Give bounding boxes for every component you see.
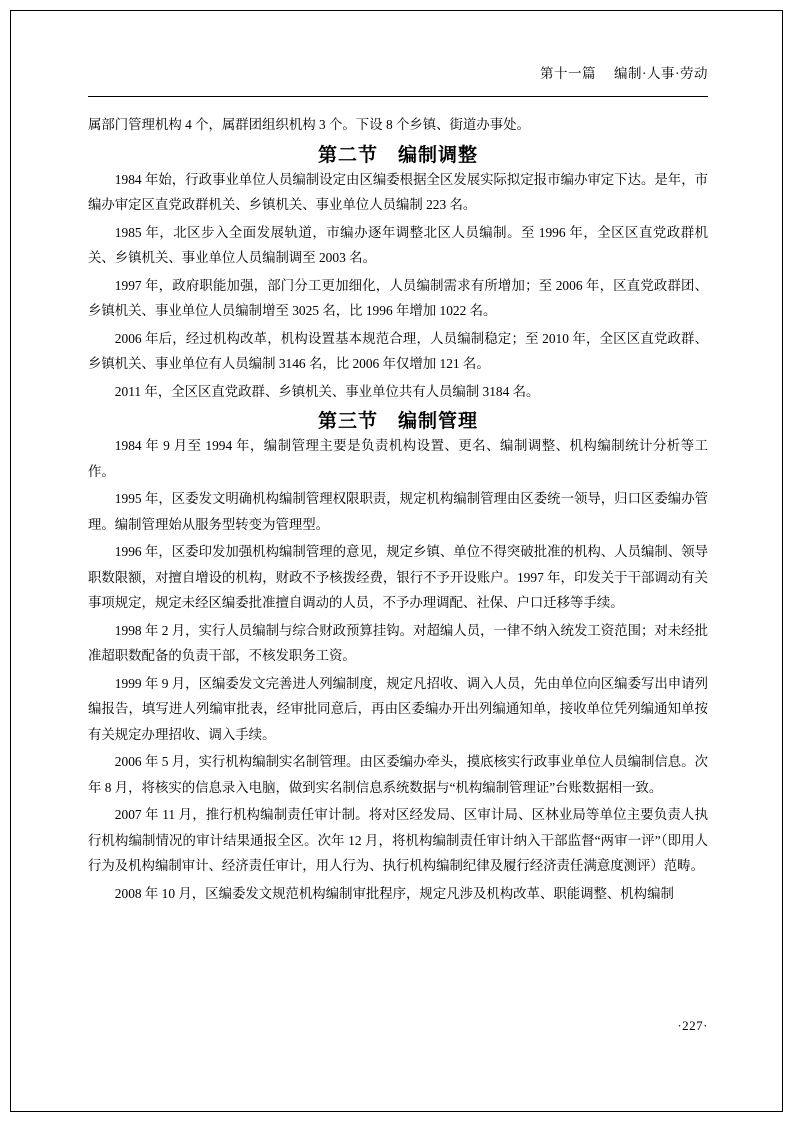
paragraph: 1999 年 9 月，区编委发文完善进人列编制度，规定凡招收、调入人员，先由单位向区编委写出申请列编报告，填写进人列编审批表，经审批同意后，再由区委编办开出列编通知单，接收单位凭列编通知单按有关规定办理招收、调入手续。 — [88, 675, 708, 742]
paragraph: 1998 年 2 月，实行人员编制与综合财政预算挂钩。对超编人员，一律不纳入统发工资范围；对未经批准超职数配备的负责干部，不核发职务工资。 — [88, 622, 708, 663]
paragraph: 属部门管理机构 4 个，属群团组织机构 3 个。下设 8 个乡镇、街道办事处。 — [88, 117, 530, 132]
header-title-label: 编制·人事·劳动 — [614, 66, 708, 81]
page-border-top — [10, 10, 783, 11]
section-number: 第二节 — [317, 143, 378, 166]
section-heading — [88, 140, 708, 167]
section-title: 编制管理 — [398, 410, 479, 432]
paragraph: 2006 年 5 月，实行机构编制实名制管理。由区委编办牵头，摸底核实行政事业单位人员编制信息。次年 8 月，将核实的信息录入电脑，做到实名制信息系统数据与“机构编制管理证”台账数据相一致。 — [88, 754, 708, 795]
paragraph: 2007 年 11 月，推行机构编制责任审计制。将对区经发局、区审计局、区林业局等单位主要负责人执行机构编制情况的审计结果通报全区。次年 12 月，将机构编制责任审计纳入干部监督“两审一评”（即用人行为及机构编制审计、经济责任审计，用人行为、执行机构编制纪律及履行经济责任满意度测评）范畴。 — [88, 807, 708, 873]
paragraph: 1995 年，区委发文明确机构编制管理权限职责，规定机构编制管理由区委统一领导，归口区委编办管理。编制管理始从服务型转变为管理型。 — [88, 491, 708, 532]
paragraph: 1984 年 9 月至 1994 年，编制管理主要是负责机构设置、更名、编制调整、机构编制统计分析等工作。 — [88, 438, 708, 479]
body-text — [88, 112, 708, 908]
paragraph: 1997 年，政府职能加强，部门分工更加细化，人员编制需求有所增加；至 2006 年，区直党政群团、乡镇机关、事业单位人员编制增至 3025 名，比 1996 年增加 1022 名。 — [88, 277, 708, 318]
page-border-bottom — [10, 1111, 783, 1112]
header-part-label: 第十一篇 — [540, 66, 596, 81]
page-content — [88, 0, 708, 1122]
paragraph: 1996 年，区委印发加强机构编制管理的意见，规定乡镇、单位不得突破批准的机构、人员编制、领导职数限额，对擅自增设的机构，财政不予核拨经费，银行不予开设账户。1997 年，印发关于干部调动有关事项规定，规定未经区编委批准擅自调动的人员，不予办理调配、社保、户口迁移等手续。 — [88, 544, 708, 610]
paragraph: 1985 年，北区步入全面发展轨道，市编办逐年调整北区人员编制。至 1996 年，全区区直党政群机关、乡镇机关、事业单位人员编制调至 2003 名。 — [88, 224, 708, 265]
section-heading — [88, 406, 708, 433]
page-border-right — [782, 10, 783, 1112]
section-number: 第三节 — [317, 410, 378, 432]
paragraph: 1984 年始，行政事业单位人员编制设定由区编委根据全区发展实际拟定报市编办审定下达。是年，市编办审定区直党政群机关、乡镇机关、事业单位人员编制 223 名。 — [88, 171, 708, 212]
paragraph: 2011 年，全区区直党政群、乡镇机关、事业单位共有人员编制 3184 名。 — [114, 383, 540, 399]
page-border-left — [10, 10, 11, 1112]
section-title: 编制调整 — [398, 143, 479, 166]
page-number: ·227· — [677, 1018, 708, 1033]
running-header — [540, 62, 708, 82]
paragraph: 2008 年 10 月，区编委发文规范机构编制审批程序，规定凡涉及机构改革、职能调整、机构编制 — [114, 885, 674, 901]
paragraph: 2006 年后，经过机构改革，机构设置基本规范合理，人员编制稳定；至 2010 年，全区区直党政群、乡镇机关、事业单位有人员编制 3146 名，比 2006 年仅增加 121 名。 — [88, 330, 708, 371]
header-rule — [88, 96, 708, 97]
